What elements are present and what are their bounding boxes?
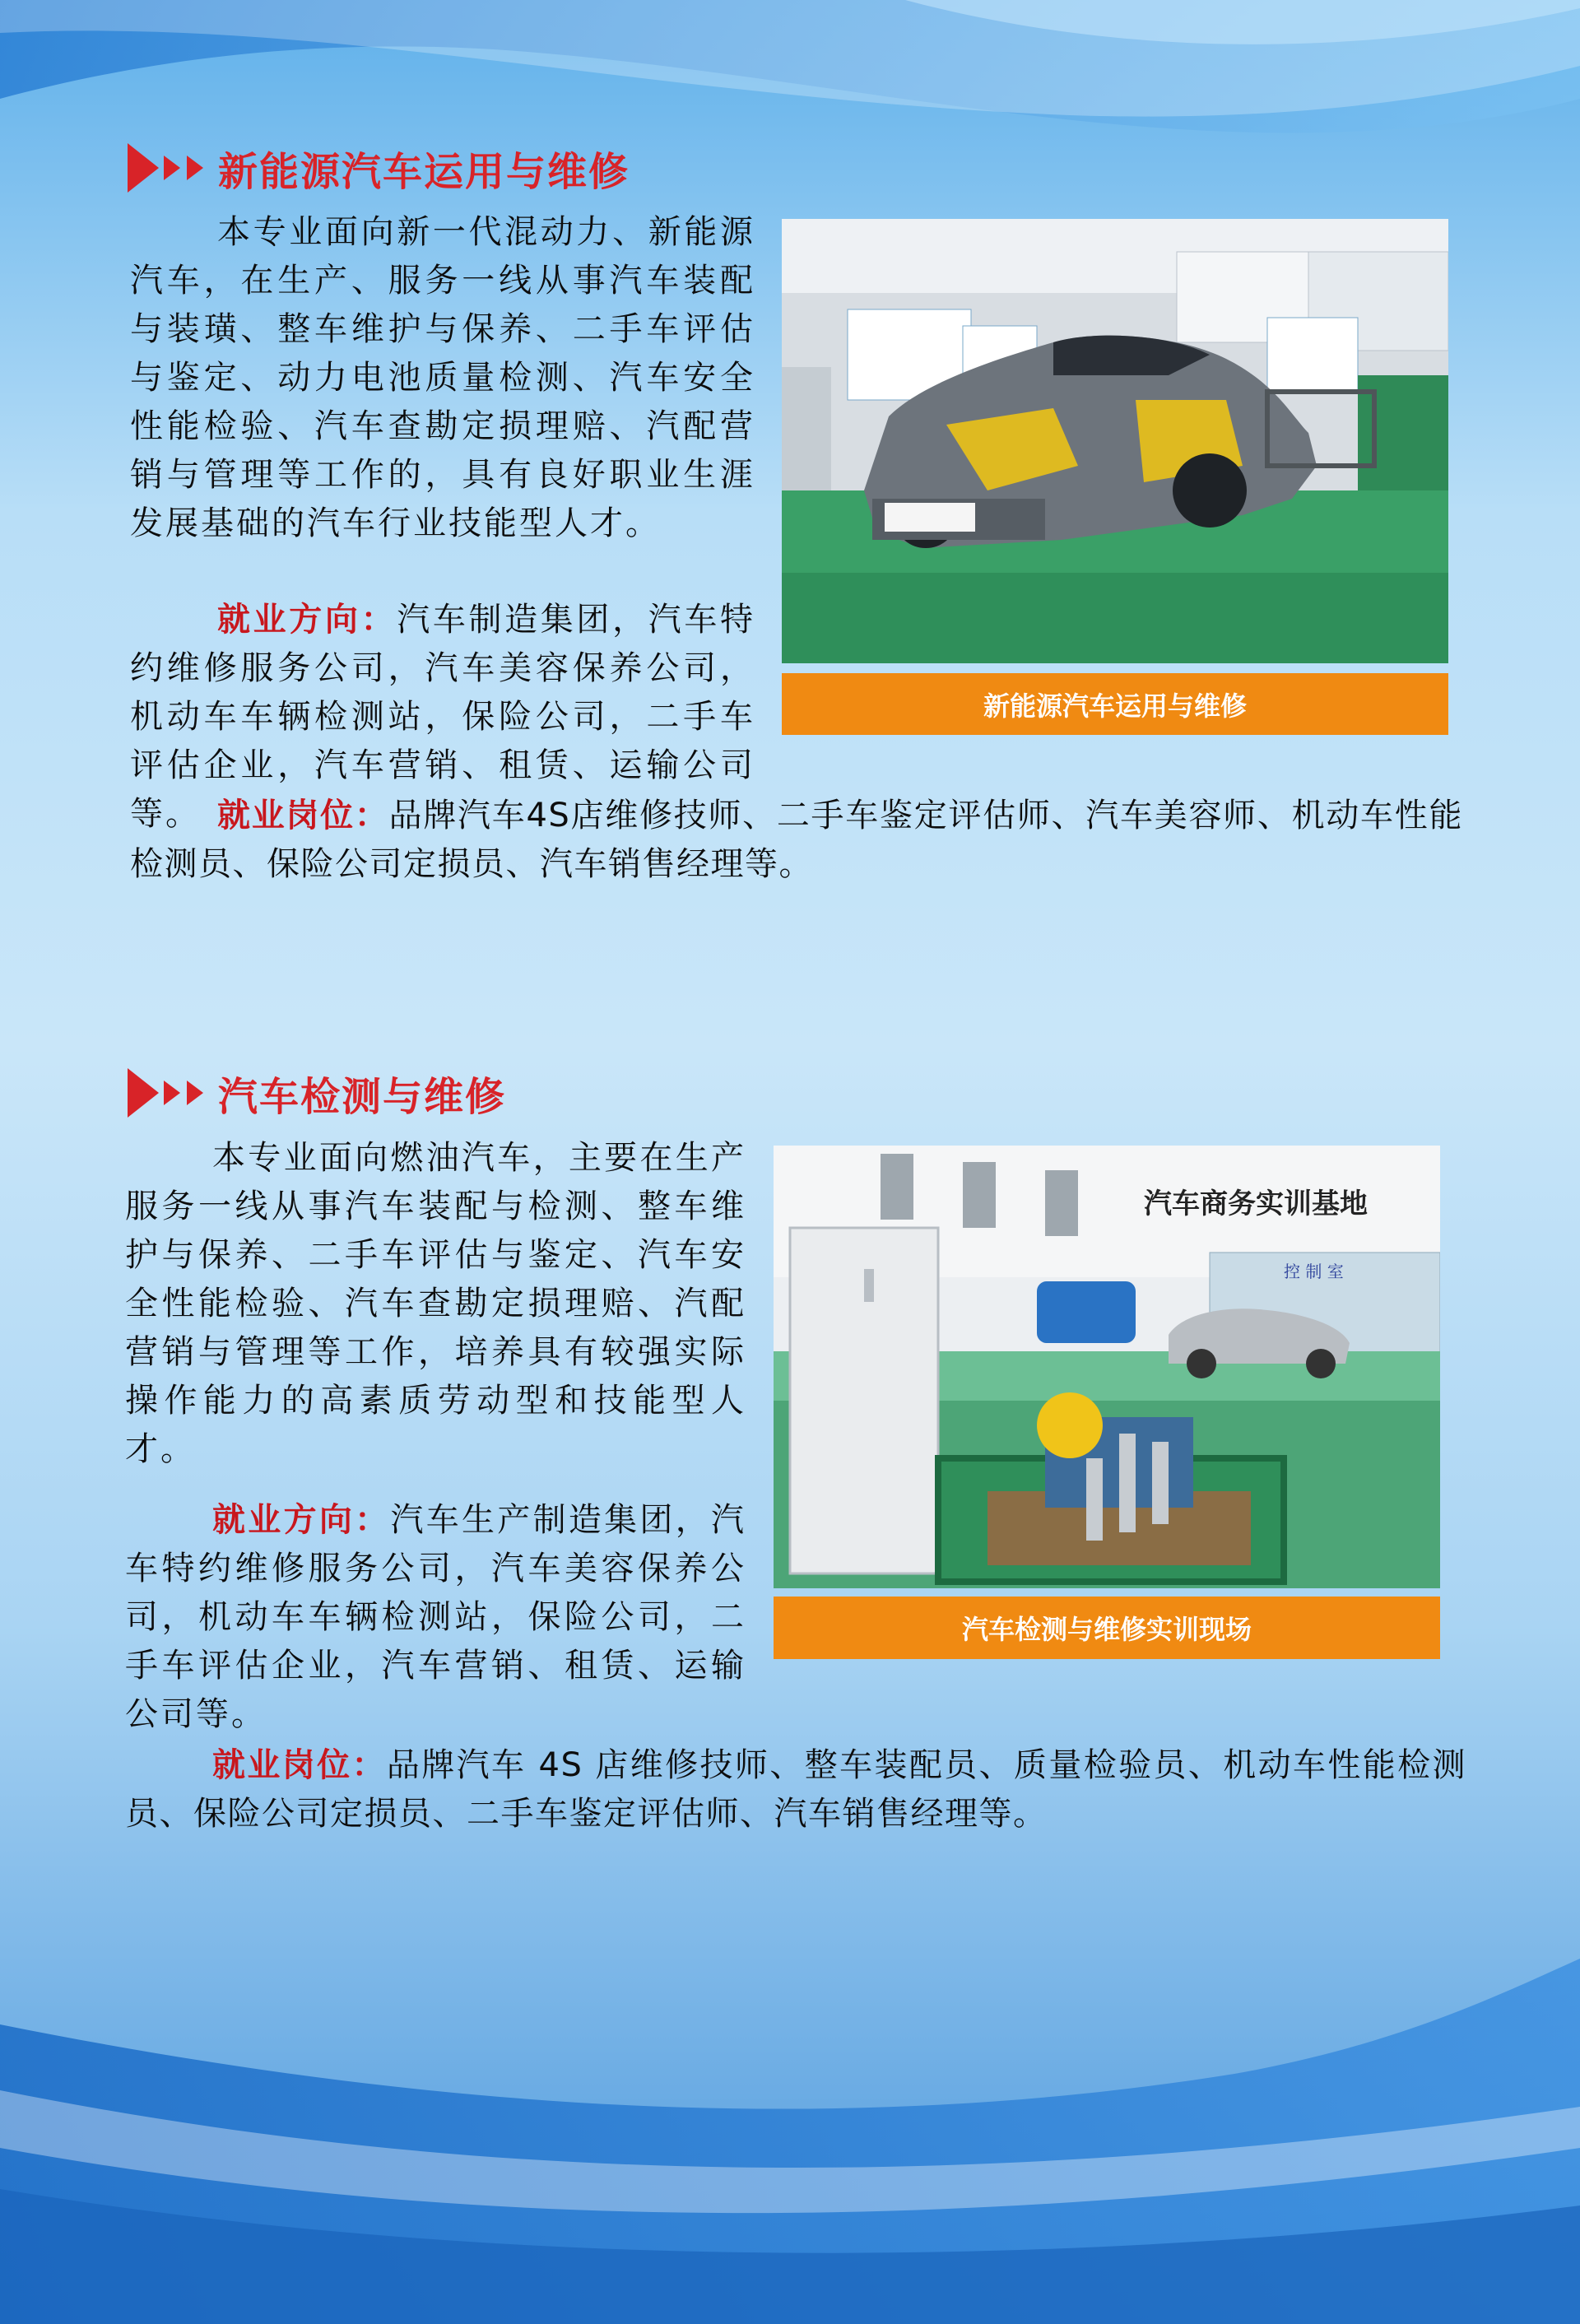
photo-figure: [782, 219, 1448, 735]
section-title: 汽车检测与维修: [218, 1073, 507, 1120]
photo-new-energy-car: [782, 219, 1448, 663]
position-text: 品牌汽车4S店维修技师、二手车鉴定评估师、汽车美容师、机动车性能检测员、保险公司定损员、汽车销售经理等。: [130, 797, 1463, 883]
photo-training-site: [774, 1146, 1440, 1588]
triple-arrow-icon: [128, 143, 210, 193]
photo-caption: 汽车检测与维修实训现场: [774, 1597, 1440, 1659]
direction-text: 汽车生产制造集团，汽车特约维修服务公司，汽车美容保养公司，机动车车辆检测站，保险公司，二手车评估企业，汽车营销、租赁、运输公司等。: [125, 1501, 747, 1733]
wall-sign: 汽车商务实训基地: [1144, 1188, 1368, 1220]
position-label: 就业岗位：: [217, 797, 389, 834]
direction-label: 就业方向：: [212, 1501, 391, 1539]
intro-text: 本专业面向新一代混动力、新能源汽车，在生产、服务一线从事汽车装配与装璜、整车维护与保养、二手车评估与鉴定、动力电池质量检测、汽车安全性能检验、汽车查勘定损理赔、汽配营销与管理等工作的，具有良好职业生涯发展基础的汽车行业技能型人才。: [130, 213, 755, 542]
intro-paragraph: [130, 208, 755, 548]
intro-paragraph: [125, 1134, 746, 1474]
position-paragraph: [130, 792, 1463, 889]
position-text: 品牌汽车 4S 店维修技师、整车装配员、质量检验员、机动车性能检测员、保险公司定损员、二手车鉴定评估师、汽车销售经理等。: [125, 1746, 1466, 1833]
intro-text: 本专业面向燃油汽车，主要在生产服务一线从事汽车装配与检测、整车维护与保养、二手车评估与鉴定、汽车安全性能检验、汽车查勘定损理赔、汽配营销与管理等工作，培养具有较强实际操作能力的高素质劳动型和技能型人才。: [125, 1139, 746, 1468]
section-title: 新能源汽车运用与维修: [218, 148, 630, 195]
section-heading: [128, 138, 630, 198]
direction-paragraph: [125, 1496, 746, 1739]
photo-caption: 新能源汽车运用与维修: [782, 673, 1448, 735]
room-sign: 控 制 室: [1284, 1262, 1344, 1281]
triple-arrow-icon: [128, 1068, 210, 1118]
position-label: 就业岗位：: [212, 1746, 387, 1784]
position-paragraph: [125, 1741, 1466, 1838]
direction-text: 汽车制造集团，汽车特约维修服务公司，汽车美容保养公司，机动车车辆检测站，保险公司，二手车评估企业，汽车营销、租赁、运输公司等。: [130, 601, 756, 833]
photo-figure: [774, 1146, 1440, 1659]
section-heading: [128, 1063, 506, 1122]
direction-label: 就业方向：: [217, 601, 397, 639]
